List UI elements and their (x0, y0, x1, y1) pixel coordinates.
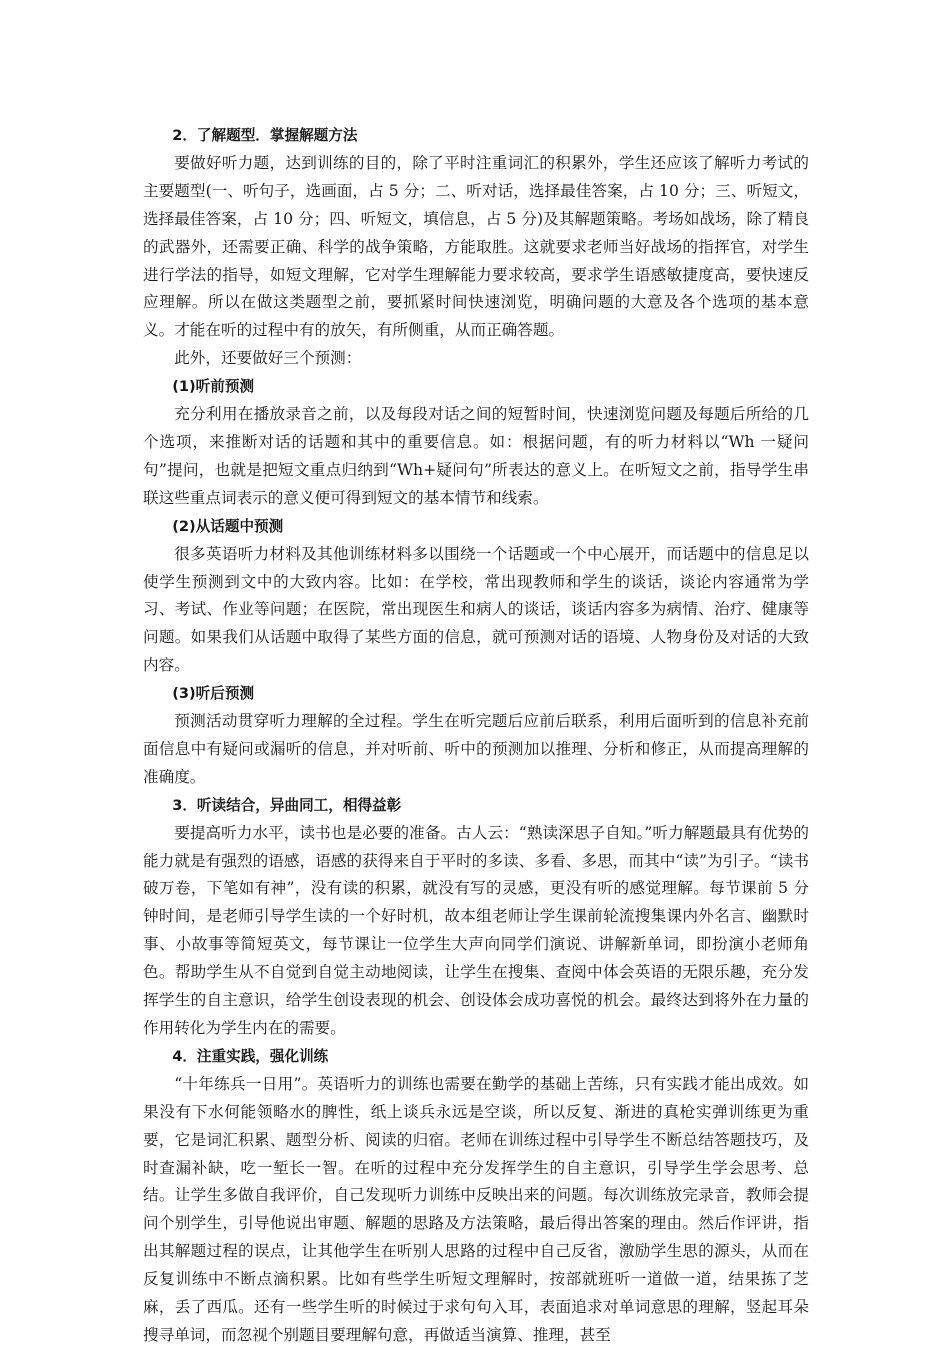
paragraph: 要提高听力水平，读书也是必要的准备。古人云：“熟读深思子自知。”听力解题最具有优势的能力就是有强烈的语感，语感的获得来自于平时的多读、多看、多思，而其中“读”为引子。“读书破万卷，下笔如有神”，没有读的积累，就没有写的灵感，更没有听的感觉理解。每节课前 5 分钟时间，是老师引导学生读的一个好时机，故本组老师让学生课前轮流搜集课内外名言、幽默时事、小故事等简短英文，每节课让一位学生大声向同学们演说、讲解新单词，即扮演小老师角色。帮助学生从不自觉到自觉主动地阅读，让学生在搜集、查阅中体会英语的无限乐趣，充分发挥学生的自主意识，给学生创设表现的机会、创设体会成功喜悦的机会。最终达到将外在力量的作用转化为学生内在的需要。 (143, 823, 809, 1037)
paragraph: 很多英语听力材料及其他训练材料多以围绕一个话题或一个中心展开，而话题中的信息足以使学生预测到文中的大致内容。比如：在学校，常出现教师和学生的谈话，谈论内容通常为学习、考试、作业等问题；在医院，常出现医生和病人的谈话，谈话内容多为病情、治疗、健康等问题。如果我们从话题中取得了某些方面的信息，就可预测对话的语境、人物身份及对话的大致内容。 (143, 544, 809, 675)
paragraph: 要做好听力题，达到训练的目的，除了平时注重词汇的积累外，学生还应该了解听力考试的主要题型(一、听句子，选画面，占 5 分；二、听对话，选择最佳答案，占 10 分；三、听短文，选择最佳答案，占 10 分；四、听短文，填信息，占 5 分)及其解题策略。考场如战场，除了精良的武器外，还需要正确、科学的战争策略，方能取胜。这就要求老师当好战场的指挥官，对学生进行学法的指导，如短文理解，它对学生理解能力要求较高，要求学生语感敏捷度高，要快速反应理解。所以在做这类题型之前，要抓紧时间快速浏览，明确问题的大意及各个选项的基本意义。才能在听的过程中有的放矢，有所侧重，从而正确答题。 (143, 153, 809, 340)
document-body (143, 122, 809, 1350)
paragraph: “十年练兵一日用”。英语听力的训练也需要在勤学的基础上苦练，只有实践才能出成效。如果没有下水何能领略水的脾性，纸上谈兵永远是空谈，所以反复、渐进的真枪实弹训练更为重要，它是词汇积累、题型分析、阅读的归宿。老师在训练过程中引导学生不断总结答题技巧，及时查漏补缺，吃一堑长一智。在听的过程中充分发挥学生的自主意识，引导学生学会思考、总结。让学生多做自我评价，自己发现听力训练中反映出来的问题。每次训练放完录音，教师会提问个别学生，引导他说出审题、解题的思路及方法策略，最后得出答案的理由。然后作评讲，指出其解题过程的误点，让其他学生在听别人思路的过程中自己反省，激励学生思的源头，从而在反复训练中不断点滴积累。比如有些学生听短文理解时，按部就班听一道做一道，结果拣了芝麻，丢了西瓜。还有一些学生听的时候过于求句句入耳，表面追求对单词意思的理解，竖起耳朵搜寻单词，而忽视个别题目要理解句意，再做适当演算、推理，甚至 (143, 1074, 809, 1344)
section-heading: 3．听读结合，异曲同工，相得益彰 (172, 796, 402, 814)
paragraph: 此外，还要做好三个预测： (174, 349, 362, 368)
paragraph: 充分利用在播放录音之前，以及每段对话之间的短暂时间，快速浏览问题及每题后所给的几个选项，来推断对话的话题和其中的重要信息。如：根据问题，有的听力材料以“Wh 一疑问句”提问，也就是把短文重点归纳到“Wh+疑问句”所表达的意义上。在听短文之前，指导学生串联这些重点词表示的意义便可得到短文的基本情节和线索。 (143, 405, 809, 507)
subsection-heading: (3)听后预测 (172, 685, 255, 703)
subsection-heading: (1)听前预测 (172, 378, 255, 396)
paragraph: 预测活动贯穿听力理解的全过程。学生在听完题后应前后联系，利用后面听到的信息补充前面信息中有疑问或漏听的信息，并对听前、听中的预测加以推理、分析和修正，从而提高理解的准确度。 (143, 712, 809, 786)
section-heading: 2．了解题型．掌握解题方法 (172, 127, 358, 144)
subsection-heading: (2)从话题中预测 (172, 517, 284, 535)
section-heading: 4．注重实践，强化训练 (172, 1047, 329, 1065)
